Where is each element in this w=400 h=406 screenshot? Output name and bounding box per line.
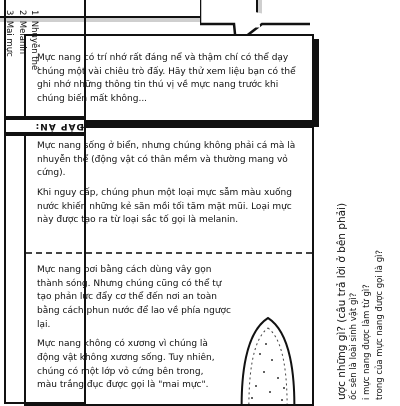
answers-list — [3, 10, 40, 70]
paragraph-cuttlebone: Mực nang không có xương vì chúng là động vật không xương sống. Tuy nhiên, chúng có một lớp vỏ cứng bên trong, màu trắng đục được gọi là "mai mực". — [37, 339, 215, 391]
answer-item: 2. Melanin — [16, 10, 27, 55]
question-item: ốc sên là loài sinh vật gì? — [349, 292, 359, 400]
question-item: i mực nang được làm từ gì? — [362, 284, 372, 400]
answer-item: 3. Mai mực — [4, 10, 15, 57]
questions-title: ược những gì? (câu trả lời ở bên phải) — [336, 202, 348, 400]
paragraph-swimming: Mực nang bơi bằng cách dùng vây gọn thành sóng. Nhưng chúng cũng có thể tự tạo phản lực đẩy cơ thể đến nơi an toàn bằng cách phun nước để lao về phía ngược lại. — [37, 265, 231, 330]
cuttlebone-illustration-icon — [238, 314, 298, 406]
answer-header: ĐÁP ÁN: — [34, 121, 84, 131]
question-item: trong của mực nang được gọi là gì? — [375, 250, 385, 400]
intro-text: Mực nang có trí nhớ rất đáng nể và thậm chí có thể dạy chúng một vài chiêu trò đấy. Hãy thử xem liệu bạn có thể ghi nhớ những thông tin thú vị về mực nang trước khi chúng biến mất không... — [37, 53, 296, 105]
paragraph-ink: Khi nguy cấp, chúng phun một loại mực sẫm màu xuống nước khiến những kẻ săn mồi tối tăm mặt mũi. Loại mực này được tạo ra từ loại sắc tố gọi là melanin. — [37, 188, 292, 226]
paragraph-mollusc: Mực nang sống ở biển, nhưng chúng không phải cá mà là nhuyễn thể (động vật có thân mềm và thường mang vỏ cứng). — [37, 141, 296, 179]
answer-item: 1. Nhuyễn thể — [29, 10, 39, 71]
questions-panel — [4, 134, 86, 404]
